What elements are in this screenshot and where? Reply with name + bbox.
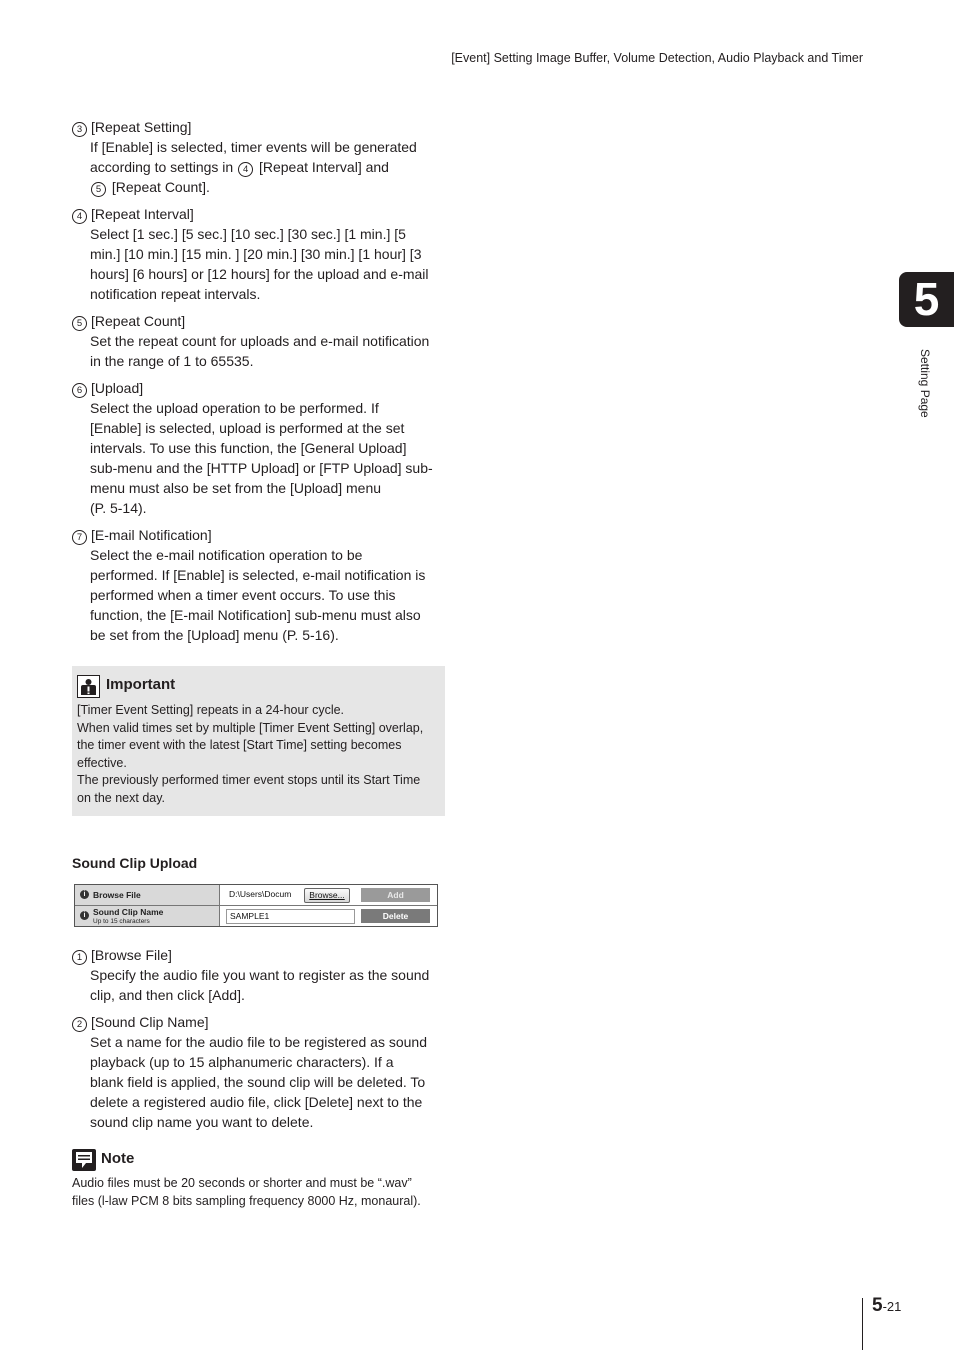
list-item — [72, 378, 447, 518]
circled-number: 7 — [72, 530, 87, 545]
circled-number: 1 — [72, 950, 87, 965]
circled-number: 6 — [72, 383, 87, 398]
item-body: Select the e-mail notification operation to be performed. If [Enable] is selected, e-mail notification is performed when a timer event occurs. To use this function, the [E-mail Notification] sub-menu must also be set from the [Upload] menu (P. 5-16). — [90, 547, 426, 643]
item-body: Select [1 sec.] [5 sec.] [10 sec.] [30 sec.] [1 min.] [5 min.] [10 min.] [15 min. ] [20 min.] [30 min.] [1 hour] [3 hours] [6 hours] or [12 hours] for the upload and e-mail notification repeat intervals. — [90, 226, 429, 302]
file-path-field[interactable]: D:\Users\Docum — [229, 889, 292, 899]
list-item — [72, 311, 447, 371]
browse-file-label-cell — [75, 885, 220, 905]
circled-number: 2 — [72, 1017, 87, 1032]
browse-button[interactable]: Browse... — [304, 888, 350, 903]
add-button[interactable]: Add — [361, 888, 430, 902]
circled-number: 3 — [72, 122, 87, 137]
sound-clip-name-input[interactable]: SAMPLE1 — [226, 909, 355, 924]
item-body: Specify the audio file you want to register as the sound clip, and then click [Add]. — [90, 967, 430, 1003]
sound-clip-name-hint: Up to 15 characters — [93, 918, 150, 925]
browse-file-row — [75, 885, 437, 906]
list-item — [72, 1012, 447, 1132]
item-title: [Repeat Count] — [91, 313, 186, 329]
chapter-tab: 5 — [899, 272, 954, 327]
circled-number: 5 — [91, 182, 106, 197]
running-header: [Event] Setting Image Buffer, Volume Detection, Audio Playback and Timer — [451, 51, 863, 65]
item-title: [Repeat Setting] — [91, 119, 192, 135]
list-item — [72, 204, 447, 304]
circled-number: 4 — [238, 162, 253, 177]
browse-file-label: Browse File — [93, 890, 141, 900]
circled-number: 4 — [72, 209, 87, 224]
delete-button[interactable]: Delete — [361, 909, 430, 923]
list-item — [72, 525, 447, 645]
note-title: Note — [101, 1150, 135, 1167]
item-body-text: [Repeat Interval] and — [258, 159, 389, 175]
item-title: [E-mail Notification] — [91, 527, 212, 543]
sound-clip-name-row — [75, 906, 437, 926]
circled-number: 5 — [72, 316, 87, 331]
settings-list-bottom — [72, 945, 447, 1139]
sound-clip-name-label-cell — [75, 906, 220, 926]
section-title: Sound Clip Upload — [72, 855, 198, 871]
sound-clip-name-label: Sound Clip Name — [93, 907, 164, 917]
page-number — [872, 1295, 901, 1317]
item-body: Set the repeat count for uploads and e-mail notification in the range of 1 to 65535. — [90, 333, 430, 369]
item-body: Select the upload operation to be performed. If [Enable] is selected, upload is performed at the set intervals. To use this function, the [General Upload] sub-menu and the [HTTP Upload] or [FTP Upload] sub- menu must also be set from the [Upload] menu (P. 5-14). — [90, 400, 433, 516]
item-title: [Repeat Interval] — [91, 206, 194, 222]
chapter-side-label: Setting Page — [918, 349, 932, 418]
settings-list-top — [72, 117, 447, 652]
info-icon: i — [80, 911, 89, 920]
note-body: Audio files must be 20 seconds or shorter and must be “.wav” files (l-law PCM 8 bits sampling frequency 8000 Hz, monaural). — [72, 1176, 421, 1208]
item-body-text: If [Enable] is selected, timer events will be generated according to settings in — [90, 139, 417, 175]
item-title: [Browse File] — [91, 947, 172, 963]
page-number-rule — [862, 1298, 863, 1350]
important-title: Important — [106, 676, 176, 693]
info-icon: i — [80, 890, 89, 899]
list-item — [72, 117, 447, 197]
important-body: [Timer Event Setting] repeats in a 24-hour cycle. When valid times set by multiple [Timer Event Setting] overlap, the timer event with the latest [Start Time] setting becomes effective. The previously performed timer event stops until its Start Time on the next day. — [77, 703, 424, 805]
list-item — [72, 945, 447, 1005]
item-title: [Sound Clip Name] — [91, 1014, 209, 1030]
item-body-text: [Repeat Count]. — [108, 179, 210, 195]
page-number-chapter: 5 — [872, 1295, 883, 1316]
item-body: Set a name for the audio file to be registered as sound playback (up to 15 alphanumeric characters). If a blank field is applied, the sound clip will be deleted. To delete a registered audio file, click [Delete] next to the sound clip name you want to delete. — [90, 1034, 427, 1130]
item-body — [90, 137, 447, 197]
important-box — [72, 666, 445, 816]
note-icon — [72, 1149, 96, 1171]
page-number-page: -21 — [882, 1299, 902, 1314]
sound-clip-form — [74, 884, 438, 927]
item-title: [Upload] — [91, 380, 144, 396]
important-icon — [77, 675, 100, 698]
